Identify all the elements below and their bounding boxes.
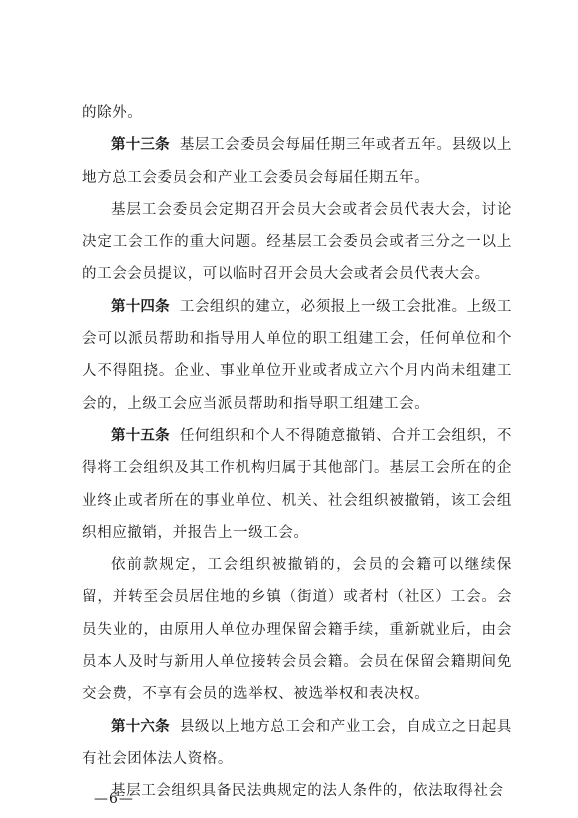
article-16-paragraph — [82, 711, 512, 776]
article-number: 第十三条 — [111, 137, 170, 154]
paragraph-continuation — [82, 97, 512, 129]
article-16-clause-2 — [82, 775, 512, 807]
paragraph-text: 任何组织和个人不得随意撤销、合并工会组织，不得将工会组织及其工作机构归属于其他部门。基层工会所在的企业终止或者所在的事业单位、机关、社会组织被撤销，该工会组织相应撤销，并报告上一级工会。 — [82, 427, 513, 541]
article-number: 第十五条 — [111, 427, 170, 444]
document-body — [82, 97, 512, 808]
paragraph-text: 基层工会委员会定期召开会员大会或者会员代表大会，讨论决定工会工作的重大问题。经基层工会委员会或者三分之一以上的工会会员提议，可以临时召开会员大会或者会员代表大会。 — [82, 201, 512, 283]
paragraph-text: 基层工会组织具备民法典规定的法人条件的，依法取得社会 — [111, 783, 504, 800]
article-number: 第十四条 — [111, 298, 170, 315]
paragraph-text: 基层工会委员会每届任期三年或者五年。县级以上地方总工会委员会和产业工会委员会每届任期五年。 — [82, 137, 513, 186]
article-15-paragraph — [82, 420, 512, 549]
article-13-paragraph — [82, 129, 512, 194]
page-number: —6— — [94, 791, 134, 807]
article-15-clause-2 — [82, 549, 512, 710]
paragraph-text: 的除外。 — [82, 105, 143, 121]
article-14-paragraph — [82, 291, 512, 420]
article-number: 第十六条 — [111, 718, 170, 735]
paragraph-text: 县级以上地方总工会和产业工会，自成立之日起具有社会团体法人资格。 — [82, 718, 513, 767]
article-13-clause-2 — [82, 194, 512, 291]
paragraph-text: 依前款规定，工会组织被撤销的，会员的会籍可以继续保留，并转至会员居住地的乡镇（街道）或者村（社区）工会。会员失业的，由原用人单位办理保留会籍手续，重新就业后，由会员本人及时与新用人单位接转会员会籍。会员在保留会籍期间免交会费，不享有会员的选举权、被选举权和表决权。 — [82, 557, 512, 703]
paragraph-text: 工会组织的建立，必须报上一级工会批准。上级工会可以派员帮助和指导用人单位的职工组建工会，任何单位和个人不得阻挠。企业、事业单位开业或者成立六个月内尚未组建工会的，上级工会应当派员帮助和指导职工组建工会。 — [82, 298, 513, 412]
